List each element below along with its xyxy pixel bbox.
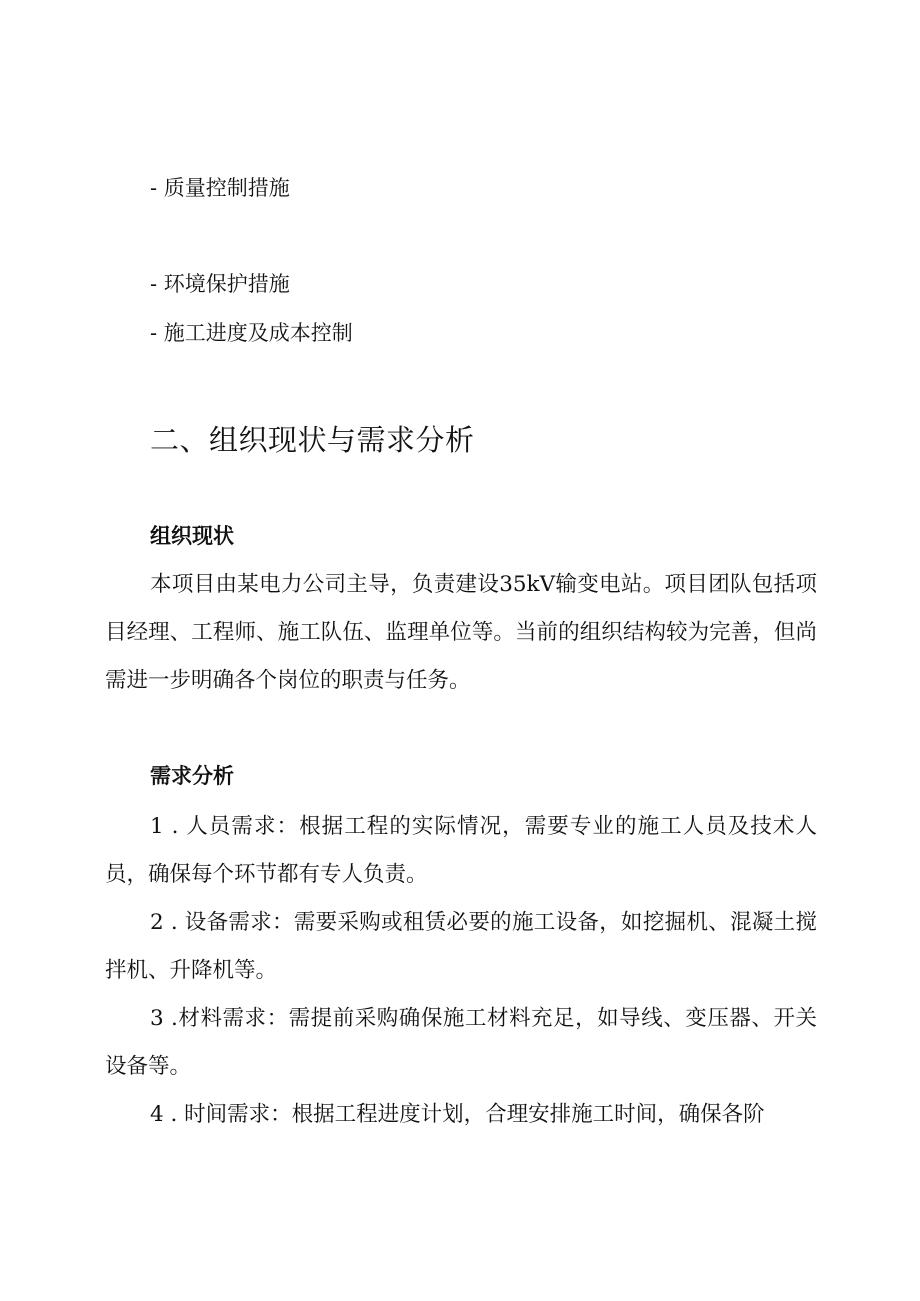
bullet-schedule-cost-control: - 施工进度及成本控制 — [150, 321, 353, 345]
bullet-quality-control: - 质量控制措施 — [150, 176, 290, 200]
needs-analysis-title: 需求分析 — [150, 764, 234, 788]
bullet-environmental-protection: - 环境保护措施 — [150, 272, 290, 296]
section-heading: 二、组织现状与需求分析 — [150, 423, 475, 457]
needs-item-equipment: 2 . 设备需求：需要采购或租赁必要的施工设备，如挖掘机、混凝土搅拌机、升降机等。 — [105, 910, 817, 983]
needs-item-materials: 3 .材料需求：需提前采购确保施工材料充足，如导线、变压器、开关设备等。 — [105, 1006, 817, 1079]
org-status-title: 组织现状 — [150, 524, 234, 548]
org-status-paragraph: 本项目由某电力公司主导，负责建设35kV输变电站。项目团队包括项目经理、工程师、施工队伍、监理单位等。当前的组织结构较为完善，但尚需进一步明确各个岗位的职责与任务。 — [105, 572, 817, 693]
needs-item-personnel: 1 . 人员需求：根据工程的实际情况，需要专业的施工人员及技术人员，确保每个环节都有专人负责。 — [105, 814, 817, 887]
needs-item-time: 4 . 时间需求：根据工程进度计划，合理安排施工时间，确保各阶 — [150, 1102, 765, 1127]
